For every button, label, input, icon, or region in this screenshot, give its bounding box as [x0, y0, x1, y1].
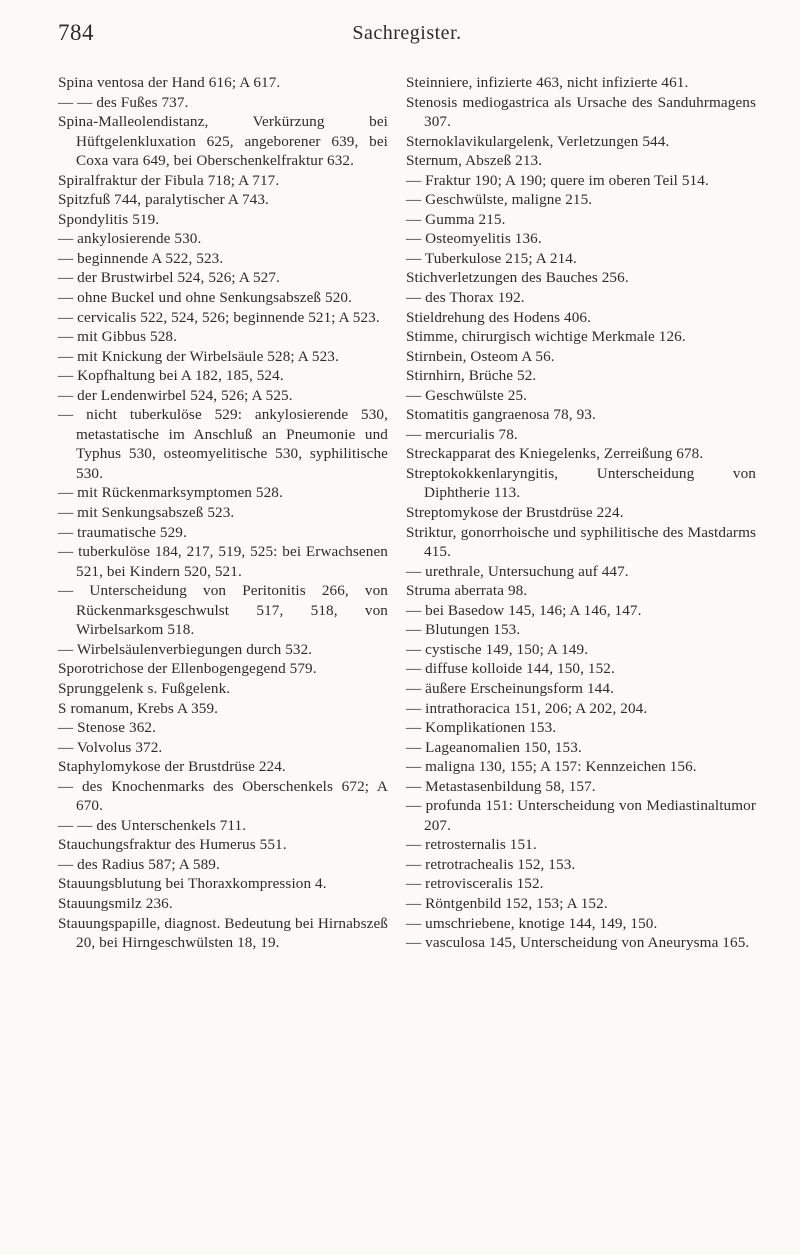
- index-entry: — retrosternalis 151.: [406, 836, 537, 854]
- index-entry: Striktur, gonorrhoische und syphilitische des Mastdarms 415.: [406, 523, 756, 561]
- index-entry: Spondylitis 519.: [58, 210, 160, 228]
- index-entry: — der Brustwirbel 524, 526; A 527.: [58, 269, 280, 287]
- index-entry: Sporotrichose der Ellenbogengegend 579.: [58, 660, 317, 678]
- index-entry: — profunda 151: Unterscheidung von Mediastinaltumor 207.: [406, 797, 756, 834]
- index-entry: — beginnende A 522, 523.: [58, 249, 224, 267]
- index-entry: — vasculosa 145, Unterscheidung von Aneurysma 165.: [406, 934, 750, 952]
- index-entry: Stauungspapille, diagnost. Bedeutung bei Hirnabszeß 20, bei Hirngeschwülsten 18, 19.: [58, 914, 388, 952]
- index-entry: — umschriebene, knotige 144, 149, 150.: [406, 914, 658, 932]
- index-entry: — Geschwülste 25.: [406, 386, 528, 404]
- index-entry: — äußere Erscheinungsform 144.: [406, 679, 614, 697]
- index-entry: — Metastasenbildung 58, 157.: [406, 777, 596, 795]
- index-entry: Spina-Malleolendistanz, Verkürzung bei Hüftgelenkluxation 625, angeborener 639, bei Coxa vara 649, bei Oberschenkelfraktur 632.: [58, 113, 388, 170]
- index-entry: Sprunggelenk s. Fußgelenk.: [58, 679, 231, 697]
- index-entry: Stauungsmilz 236.: [58, 894, 173, 912]
- index-column-right: [406, 73, 756, 953]
- index-entry: — mit Rückenmarksymptomen 528.: [58, 484, 283, 502]
- index-entry: — intrathoracica 151, 206; A 202, 204.: [406, 699, 648, 717]
- index-entry: — — des Unterschenkels 711.: [58, 816, 247, 834]
- index-entry: — Unterscheidung von Peritonitis 266, von Rückenmarksgeschwulst 517, 518, von Wirbelsarkom 518.: [58, 582, 388, 639]
- index-entry: — mit Knickung der Wirbelsäule 528; A 523.: [58, 347, 339, 365]
- index-entry: — des Radius 587; A 589.: [58, 855, 220, 873]
- index-entry: — Blutungen 153.: [406, 621, 521, 639]
- index-entry: — — des Fußes 737.: [58, 93, 189, 111]
- index-entry: — cervicalis 522, 524, 526; beginnende 521; A 523.: [58, 308, 380, 326]
- index-entry: — cystische 149, 150; A 149.: [406, 640, 589, 658]
- index-entry: — retrovisceralis 152.: [406, 875, 544, 893]
- index-entry: — Geschwülste, maligne 215.: [406, 191, 593, 209]
- page-number: 784: [58, 20, 94, 45]
- index-entry: — Kopfhaltung bei A 182, 185, 524.: [58, 367, 284, 385]
- index-entry: Stirnbein, Osteom A 56.: [406, 347, 555, 365]
- index-entry: — Volvolus 372.: [58, 738, 163, 756]
- page-header: [58, 20, 756, 50]
- index-entry: Steinniere, infizierte 463, nicht infizierte 461.: [406, 74, 689, 91]
- index-entry: Stimme, chirurgisch wichtige Merkmale 126.: [406, 328, 686, 346]
- index-entry: — traumatische 529.: [58, 523, 187, 541]
- index-entry: Stomatitis gangraenosa 78, 93.: [406, 406, 596, 424]
- index-entry: Stauungsblutung bei Thoraxkompression 4.: [58, 875, 327, 893]
- index-column-left: [58, 73, 388, 953]
- index-entry: — Wirbelsäulenverbiegungen durch 532.: [58, 640, 313, 658]
- index-entry: Streptokokkenlaryngitis, Unterscheidung von Diphtherie 113.: [406, 464, 756, 502]
- index-entry: Stieldrehung des Hodens 406.: [406, 308, 592, 326]
- index-entry: — Komplikationen 153.: [406, 719, 557, 737]
- index-entry: — ohne Buckel und ohne Senkungsabszeß 520.: [58, 289, 352, 307]
- index-entry: — der Lendenwirbel 524, 526; A 525.: [58, 386, 293, 404]
- running-head: Sachregister.: [352, 22, 462, 44]
- index-entry: — mit Gibbus 528.: [58, 328, 177, 346]
- index-entry: — Lageanomalien 150, 153.: [406, 738, 582, 756]
- index-entry: — bei Basedow 145, 146; A 146, 147.: [406, 601, 642, 619]
- index-entry: — des Thorax 192.: [406, 289, 525, 307]
- index-entry: — des Knochenmarks des Oberschenkels 672; A 670.: [58, 777, 388, 815]
- index-entry: Sternoklavikulargelenk, Verletzungen 544.: [406, 132, 670, 150]
- index-entry: — tuberkulöse 184, 217, 519, 525: bei Erwachsenen 521, bei Kindern 520, 521.: [58, 543, 388, 580]
- index-entry: — mit Senkungsabszeß 523.: [58, 504, 235, 522]
- index-entry: — retrotrachealis 152, 153.: [406, 855, 576, 873]
- index-entry: Stauchungsfraktur des Humerus 551.: [58, 836, 287, 854]
- index-entry: — Osteomyelitis 136.: [406, 230, 542, 248]
- index-entry: Struma aberrata 98.: [406, 582, 528, 600]
- index-entry: — Fraktur 190; A 190; quere im oberen Teil 514.: [406, 171, 709, 189]
- index-entry: — Gumma 215.: [406, 210, 506, 228]
- index-entry: Streckapparat des Kniegelenks, Zerreißung 678.: [406, 445, 704, 463]
- index-entry: — Tuberkulose 215; A 214.: [406, 249, 577, 267]
- index-entry: Stenosis mediogastrica als Ursache des Sanduhrmagens 307.: [406, 93, 756, 131]
- index-entry: — ankylosierende 530.: [58, 230, 202, 248]
- index-entry: — nicht tuberkulöse 529: ankylosierende 530, metastatische im Anschluß an Pneumonie und Typhus 530, osteomyelitische 530, syphilitische 530.: [58, 406, 388, 482]
- index-entry: Spiralfraktur der Fibula 718; A 717.: [58, 171, 280, 189]
- index-entry: Stirnhirn, Brüche 52.: [406, 367, 537, 385]
- index-entry: — Röntgenbild 152, 153; A 152.: [406, 894, 608, 912]
- index-entry: Spina ventosa der Hand 616; A 617.: [58, 74, 281, 91]
- index-entry: — diffuse kolloide 144, 150, 152.: [406, 660, 615, 678]
- index-entry: Staphylomykose der Brustdrüse 224.: [58, 758, 286, 776]
- index-entry: — maligna 130, 155; A 157: Kennzeichen 156.: [406, 758, 697, 776]
- index-entry: — urethrale, Untersuchung auf 447.: [406, 562, 629, 580]
- index-entry: — mercurialis 78.: [406, 425, 518, 443]
- index-entry: Stichverletzungen des Bauches 256.: [406, 269, 629, 287]
- index-entry: Spitzfuß 744, paralytischer A 743.: [58, 191, 269, 209]
- index-entry: — Stenose 362.: [58, 719, 157, 737]
- index-entry: S romanum, Krebs A 359.: [58, 699, 219, 717]
- index-entry: Streptomykose der Brustdrüse 224.: [406, 504, 624, 522]
- index-entry: Sternum, Abszeß 213.: [406, 152, 543, 170]
